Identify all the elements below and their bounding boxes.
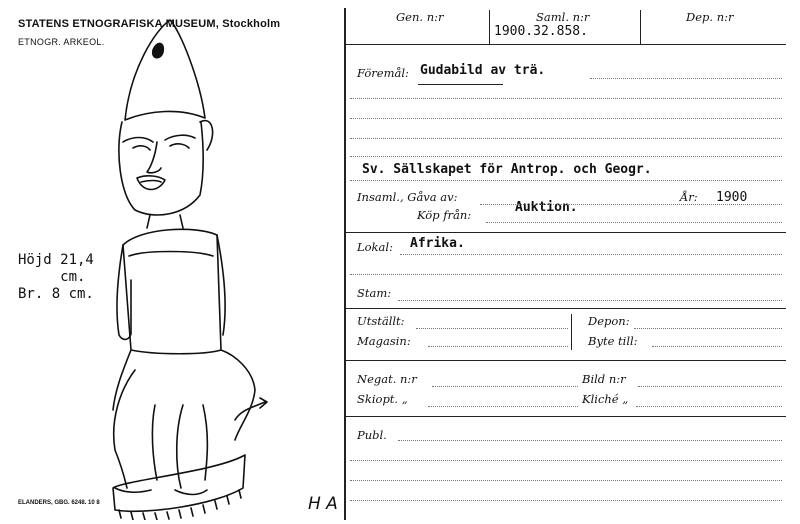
- handwritten-initials: H A: [308, 494, 338, 514]
- foremal-value: Gudabild av trä.: [420, 63, 546, 78]
- rule: [428, 346, 568, 347]
- year-value: 1900: [716, 190, 748, 205]
- negat-label: Negat. n:r: [357, 372, 417, 386]
- section-divider: [346, 416, 786, 417]
- lokal-value: Afrika.: [410, 236, 465, 251]
- rule: [486, 222, 782, 223]
- section-divider: [346, 360, 786, 361]
- rule: [350, 460, 782, 461]
- foremal-label: Föremål:: [357, 66, 409, 80]
- rule: [398, 440, 782, 441]
- lokal-label: Lokal:: [357, 240, 393, 254]
- figure-illustration: [95, 10, 295, 520]
- header-divider: [346, 44, 786, 45]
- museum-name: STATENS ETNOGRAFISKA MUSEUM, Stockholm: [18, 18, 281, 30]
- rule: [350, 156, 782, 157]
- rule: [638, 386, 782, 387]
- printer-imprint: ELANDERS, GBG. 6248. 10 8: [18, 500, 100, 506]
- kliche-label: Kliché „: [582, 392, 629, 406]
- byte-label: Byte till:: [588, 334, 638, 348]
- depon-label: Depon:: [588, 314, 630, 328]
- rule: [350, 480, 782, 481]
- rule: [636, 406, 782, 407]
- exhibit-separator: [571, 314, 572, 350]
- section-divider: [346, 308, 786, 309]
- publ-label: Publ.: [357, 428, 387, 442]
- header-separator-2: [640, 10, 641, 44]
- rule: [480, 204, 782, 205]
- section-divider: [346, 232, 786, 233]
- rule: [400, 254, 782, 255]
- rule: [428, 406, 578, 407]
- rule: [634, 328, 782, 329]
- year-label: År:: [680, 190, 698, 204]
- rule: [350, 274, 782, 275]
- foremal-underline: [418, 84, 503, 85]
- dep-label: Dep. n:r: [686, 10, 734, 24]
- rule: [416, 328, 568, 329]
- stam-label: Stam:: [357, 286, 392, 300]
- rule: [350, 118, 782, 119]
- saml-value: 1900.32.858.: [494, 24, 588, 39]
- rule: [350, 98, 782, 99]
- skiopt-label: Skiopt. „: [357, 392, 408, 406]
- magasin-label: Magasin:: [357, 334, 411, 348]
- donor-value: Sv. Sällskapet för Antrop. och Geogr.: [362, 162, 652, 177]
- header-separator-1: [489, 10, 490, 44]
- rule: [432, 386, 578, 387]
- kop-label: Köp från:: [417, 208, 472, 222]
- dimensions-note: Höjd 21,4 cm. Br. 8 cm.: [18, 252, 94, 302]
- rule: [350, 500, 782, 501]
- utstallt-label: Utställt:: [357, 314, 405, 328]
- rule: [590, 78, 782, 79]
- insaml-value: Auktion.: [515, 200, 578, 215]
- saml-label: Saml. n:r: [536, 10, 590, 24]
- card-left-border: [344, 8, 346, 520]
- rule: [350, 180, 782, 181]
- rule: [398, 300, 782, 301]
- gen-label: Gen. n:r: [396, 10, 444, 24]
- museum-department: ETNOGR. ARKEOL.: [18, 37, 105, 47]
- rule: [350, 138, 782, 139]
- insaml-label: Insaml., Gåva av:: [357, 190, 458, 204]
- bild-label: Bild n:r: [582, 372, 626, 386]
- rule: [652, 346, 782, 347]
